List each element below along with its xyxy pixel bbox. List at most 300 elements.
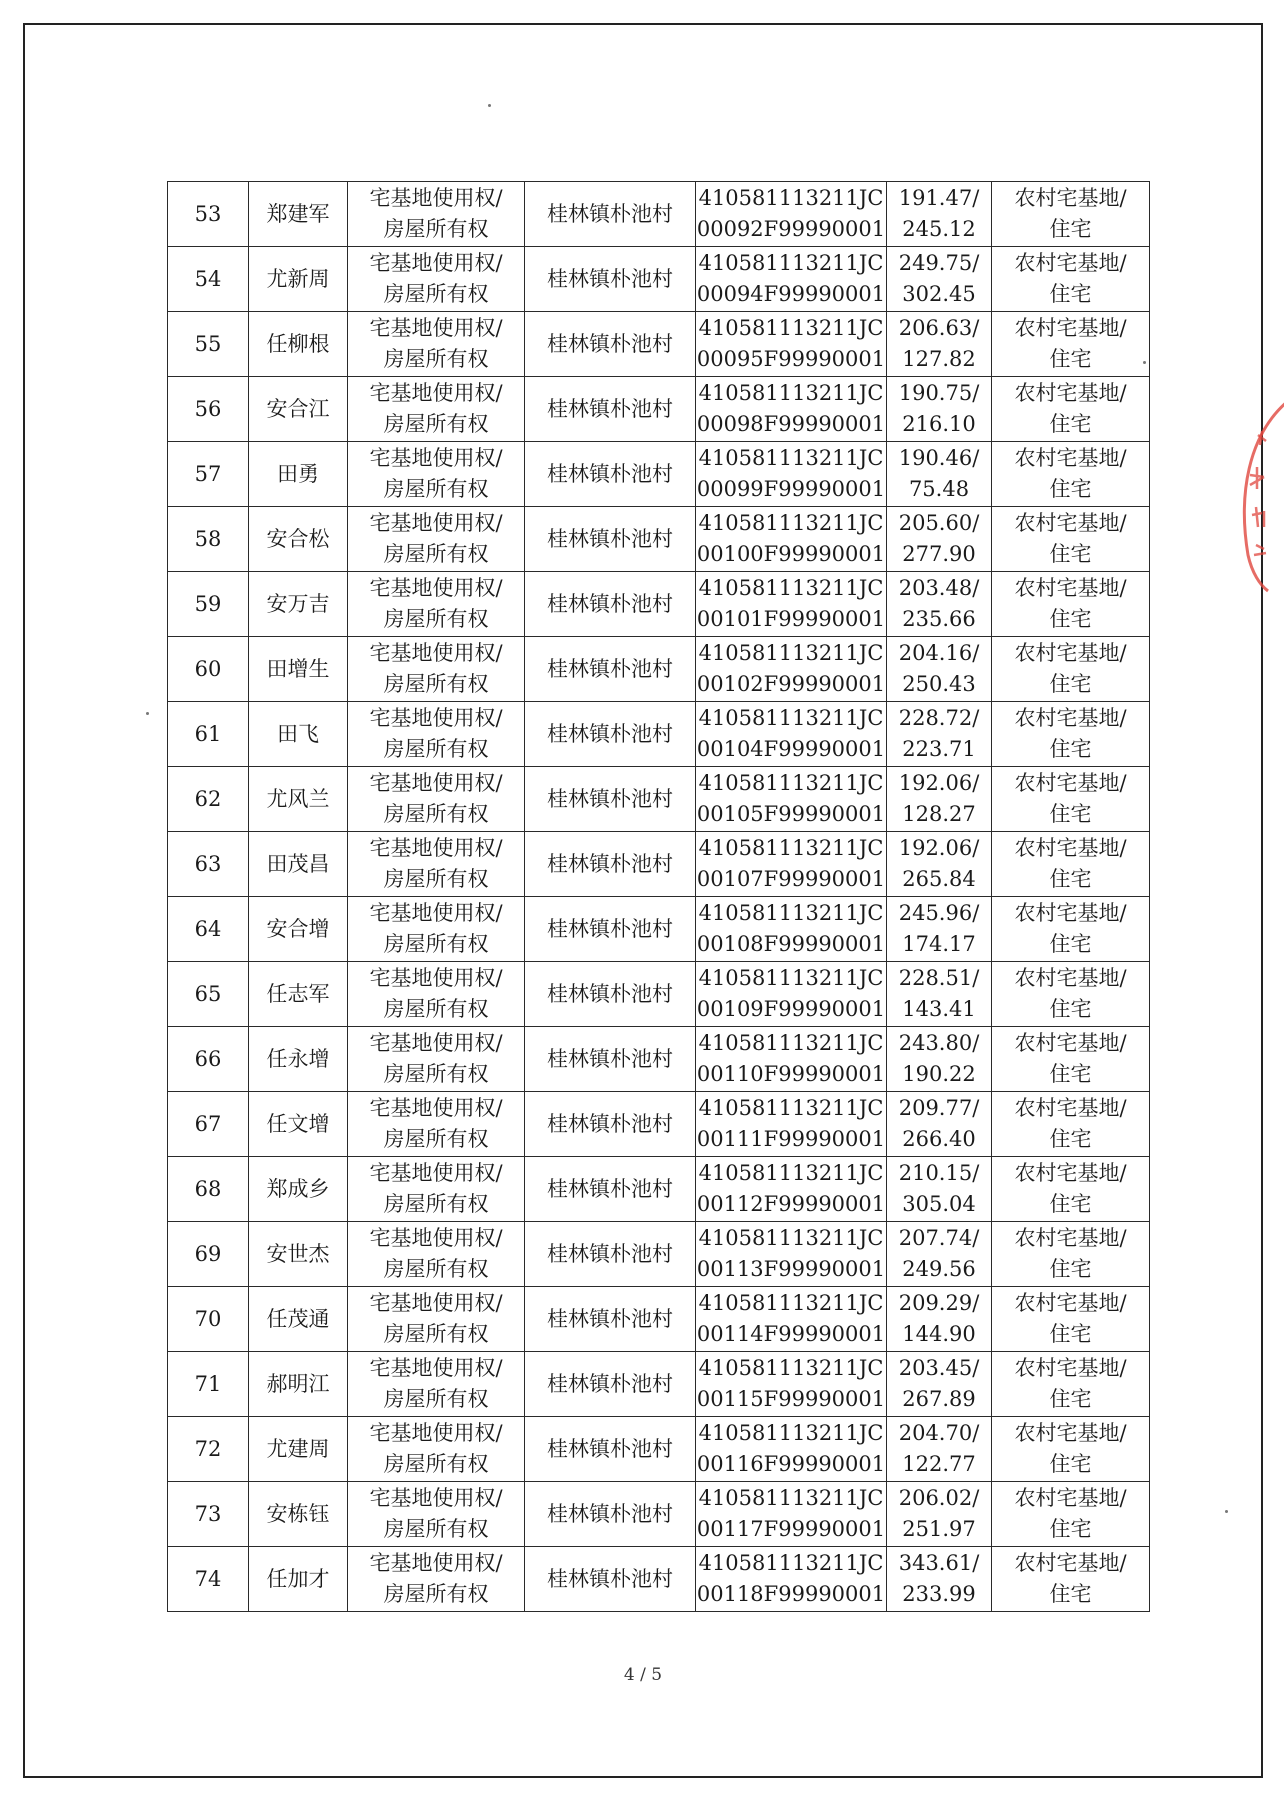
land-use-line1: 农村宅基地/: [1014, 186, 1127, 210]
land-use-line2: 住宅: [1049, 1387, 1092, 1411]
owner-name-cell: 安世杰: [249, 1222, 348, 1287]
land-use-cell: [992, 247, 1150, 312]
right-type-line1: 宅基地使用权/: [369, 381, 503, 405]
area-cell: [887, 1547, 992, 1612]
right-type-cell: [348, 247, 525, 312]
area-cell: [887, 1157, 992, 1222]
right-type-line1: 宅基地使用权/: [369, 1356, 503, 1380]
row-number-cell: 60: [168, 637, 249, 702]
land-use-line1: 农村宅基地/: [1014, 511, 1127, 535]
parcel-code-line2: 00116F99990001: [696, 1452, 886, 1476]
owner-name-cell: 田飞: [249, 702, 348, 767]
area-cell: [887, 247, 992, 312]
right-type-cell: [348, 507, 525, 572]
area-line2: 75.48: [908, 477, 970, 501]
right-type-line2: 房屋所有权: [383, 1517, 489, 1541]
land-use-cell: [992, 637, 1150, 702]
right-type-cell: [348, 962, 525, 1027]
land-use-line1: 农村宅基地/: [1014, 1161, 1127, 1185]
right-type-cell: [348, 1092, 525, 1157]
owner-name-cell: 任加才: [249, 1547, 348, 1612]
registration-table: [167, 181, 1150, 1612]
land-use-cell: [992, 702, 1150, 767]
right-type-line1: 宅基地使用权/: [369, 446, 503, 470]
row-number-cell: 55: [168, 312, 249, 377]
table-row: [168, 442, 1150, 507]
parcel-code-line2: 00114F99990001: [696, 1322, 886, 1346]
right-type-line1: 宅基地使用权/: [369, 1551, 503, 1575]
parcel-code-line1: 410581113211JC: [698, 966, 884, 990]
right-type-line1: 宅基地使用权/: [369, 1161, 503, 1185]
right-type-cell: [348, 1027, 525, 1092]
area-cell: [887, 767, 992, 832]
area-line1: 210.15/: [898, 1161, 980, 1185]
right-type-cell: [348, 377, 525, 442]
area-line1: 206.02/: [898, 1486, 980, 1510]
location-cell: 桂林镇朴池村: [525, 637, 696, 702]
land-use-line2: 住宅: [1049, 997, 1092, 1021]
land-use-line2: 住宅: [1049, 607, 1092, 631]
right-type-line2: 房屋所有权: [383, 1257, 489, 1281]
area-cell: [887, 1092, 992, 1157]
owner-name-cell: 安合江: [249, 377, 348, 442]
land-use-cell: [992, 182, 1150, 247]
area-cell: [887, 182, 992, 247]
row-number-cell: 56: [168, 377, 249, 442]
right-type-cell: [348, 1547, 525, 1612]
parcel-code-line2: 00104F99990001: [696, 737, 886, 761]
land-use-cell: [992, 767, 1150, 832]
parcel-code-line1: 410581113211JC: [698, 381, 884, 405]
right-type-cell: [348, 1222, 525, 1287]
parcel-code-line2: 00095F99990001: [696, 347, 886, 371]
scan-speck: [488, 104, 491, 107]
parcel-code-cell: [696, 377, 887, 442]
land-use-cell: [992, 1417, 1150, 1482]
parcel-code-line1: 410581113211JC: [698, 1226, 884, 1250]
right-type-cell: [348, 767, 525, 832]
parcel-code-cell: [696, 1222, 887, 1287]
owner-name-cell: 郝明江: [249, 1352, 348, 1417]
area-line1: 207.74/: [898, 1226, 980, 1250]
owner-name-cell: 安合增: [249, 897, 348, 962]
land-use-cell: [992, 897, 1150, 962]
right-type-cell: [348, 312, 525, 377]
right-type-line2: 房屋所有权: [383, 1062, 489, 1086]
land-use-line1: 农村宅基地/: [1014, 1226, 1127, 1250]
location-cell: 桂林镇朴池村: [525, 832, 696, 897]
area-cell: [887, 1222, 992, 1287]
parcel-code-line1: 410581113211JC: [698, 1421, 884, 1445]
right-type-line2: 房屋所有权: [383, 932, 489, 956]
land-use-line2: 住宅: [1049, 737, 1092, 761]
land-use-line2: 住宅: [1049, 1257, 1092, 1281]
land-use-line2: 住宅: [1049, 477, 1092, 501]
parcel-code-line2: 00110F99990001: [696, 1062, 886, 1086]
area-line1: 228.51/: [898, 966, 980, 990]
parcel-code-line2: 00099F99990001: [696, 477, 886, 501]
land-use-line1: 农村宅基地/: [1014, 1356, 1127, 1380]
table-row: [168, 702, 1150, 767]
right-type-line1: 宅基地使用权/: [369, 511, 503, 535]
area-line2: 267.89: [902, 1387, 976, 1411]
location-cell: 桂林镇朴池村: [525, 507, 696, 572]
parcel-code-cell: [696, 1482, 887, 1547]
right-type-line2: 房屋所有权: [383, 1387, 489, 1411]
right-type-cell: [348, 182, 525, 247]
right-type-line2: 房屋所有权: [383, 542, 489, 566]
right-type-line2: 房屋所有权: [383, 477, 489, 501]
land-use-line2: 住宅: [1049, 282, 1092, 306]
parcel-code-cell: [696, 1092, 887, 1157]
scan-speck: [146, 712, 149, 715]
parcel-code-line1: 410581113211JC: [698, 576, 884, 600]
land-use-line1: 农村宅基地/: [1014, 771, 1127, 795]
row-number-cell: 72: [168, 1417, 249, 1482]
area-line1: 228.72/: [898, 706, 980, 730]
owner-name-cell: 尤风兰: [249, 767, 348, 832]
parcel-code-line2: 00094F99990001: [696, 282, 886, 306]
parcel-code-line1: 410581113211JC: [698, 251, 884, 275]
parcel-code-line1: 410581113211JC: [698, 1291, 884, 1315]
table-row: [168, 247, 1150, 312]
right-type-line2: 房屋所有权: [383, 1192, 489, 1216]
parcel-code-line1: 410581113211JC: [698, 1356, 884, 1380]
table-row: [168, 962, 1150, 1027]
area-line1: 204.16/: [898, 641, 980, 665]
right-type-cell: [348, 1157, 525, 1222]
area-cell: [887, 1287, 992, 1352]
area-line2: 127.82: [902, 347, 976, 371]
owner-name-cell: 尤新周: [249, 247, 348, 312]
land-use-cell: [992, 1287, 1150, 1352]
parcel-code-cell: [696, 572, 887, 637]
land-use-line1: 农村宅基地/: [1014, 1551, 1127, 1575]
owner-name-cell: 郑成乡: [249, 1157, 348, 1222]
land-use-line2: 住宅: [1049, 1582, 1092, 1606]
right-type-line2: 房屋所有权: [383, 347, 489, 371]
table-row: [168, 637, 1150, 702]
land-use-line1: 农村宅基地/: [1014, 576, 1127, 600]
parcel-code-line2: 00111F99990001: [696, 1127, 886, 1151]
land-use-line2: 住宅: [1049, 932, 1092, 956]
parcel-code-line1: 410581113211JC: [698, 446, 884, 470]
official-seal: [1228, 395, 1284, 595]
area-line1: 190.46/: [898, 446, 980, 470]
table-row: [168, 572, 1150, 637]
parcel-code-line1: 410581113211JC: [698, 186, 884, 210]
area-line1: 190.75/: [898, 381, 980, 405]
right-type-line1: 宅基地使用权/: [369, 1291, 503, 1315]
parcel-code-cell: [696, 182, 887, 247]
area-line1: 249.75/: [898, 251, 980, 275]
right-type-line1: 宅基地使用权/: [369, 1421, 503, 1445]
table-row: [168, 1417, 1150, 1482]
area-line2: 216.10: [902, 412, 976, 436]
area-cell: [887, 962, 992, 1027]
land-use-cell: [992, 377, 1150, 442]
parcel-code-line2: 00118F99990001: [696, 1582, 886, 1606]
right-type-line1: 宅基地使用权/: [369, 1486, 503, 1510]
location-cell: 桂林镇朴池村: [525, 767, 696, 832]
parcel-code-cell: [696, 767, 887, 832]
right-type-cell: [348, 1352, 525, 1417]
right-type-line1: 宅基地使用权/: [369, 641, 503, 665]
row-number-cell: 63: [168, 832, 249, 897]
land-use-line1: 农村宅基地/: [1014, 251, 1127, 275]
parcel-code-cell: [696, 507, 887, 572]
parcel-code-cell: [696, 1157, 887, 1222]
land-use-line2: 住宅: [1049, 672, 1092, 696]
row-number-cell: 57: [168, 442, 249, 507]
row-number-cell: 62: [168, 767, 249, 832]
right-type-cell: [348, 897, 525, 962]
area-line2: 249.56: [902, 1257, 976, 1281]
land-use-line2: 住宅: [1049, 217, 1092, 241]
right-type-line1: 宅基地使用权/: [369, 836, 503, 860]
parcel-code-line2: 00109F99990001: [696, 997, 886, 1021]
row-number-cell: 58: [168, 507, 249, 572]
location-cell: 桂林镇朴池村: [525, 377, 696, 442]
land-use-line2: 住宅: [1049, 1127, 1092, 1151]
right-type-cell: [348, 702, 525, 767]
location-cell: 桂林镇朴池村: [525, 1157, 696, 1222]
area-cell: [887, 897, 992, 962]
land-use-line1: 农村宅基地/: [1014, 1421, 1127, 1445]
right-type-line2: 房屋所有权: [383, 1127, 489, 1151]
row-number-cell: 67: [168, 1092, 249, 1157]
owner-name-cell: 郑建军: [249, 182, 348, 247]
owner-name-cell: 田勇: [249, 442, 348, 507]
area-line2: 245.12: [902, 217, 976, 241]
location-cell: 桂林镇朴池村: [525, 1287, 696, 1352]
table-row: [168, 767, 1150, 832]
right-type-line1: 宅基地使用权/: [369, 186, 503, 210]
table-row: [168, 1157, 1150, 1222]
area-line1: 209.29/: [898, 1291, 980, 1315]
area-line2: 277.90: [902, 542, 976, 566]
owner-name-cell: 安栋钰: [249, 1482, 348, 1547]
parcel-code-line1: 410581113211JC: [698, 641, 884, 665]
land-use-cell: [992, 1352, 1150, 1417]
right-type-line2: 房屋所有权: [383, 1452, 489, 1476]
row-number-cell: 54: [168, 247, 249, 312]
owner-name-cell: 任茂通: [249, 1287, 348, 1352]
right-type-cell: [348, 1287, 525, 1352]
land-use-cell: [992, 1092, 1150, 1157]
parcel-code-line2: 00098F99990001: [696, 412, 886, 436]
parcel-code-line1: 410581113211JC: [698, 316, 884, 340]
table-row: [168, 312, 1150, 377]
parcel-code-cell: [696, 1287, 887, 1352]
right-type-cell: [348, 637, 525, 702]
right-type-line1: 宅基地使用权/: [369, 706, 503, 730]
area-line1: 209.77/: [898, 1096, 980, 1120]
land-use-line1: 农村宅基地/: [1014, 1291, 1127, 1315]
area-line2: 190.22: [902, 1062, 976, 1086]
area-line2: 174.17: [902, 932, 976, 956]
parcel-code-cell: [696, 637, 887, 702]
owner-name-cell: 任文增: [249, 1092, 348, 1157]
area-cell: [887, 832, 992, 897]
right-type-line2: 房屋所有权: [383, 217, 489, 241]
row-number-cell: 71: [168, 1352, 249, 1417]
right-type-line1: 宅基地使用权/: [369, 576, 503, 600]
table-row: [168, 1092, 1150, 1157]
area-line1: 205.60/: [898, 511, 980, 535]
area-line2: 122.77: [902, 1452, 976, 1476]
land-use-line1: 农村宅基地/: [1014, 1096, 1127, 1120]
location-cell: 桂林镇朴池村: [525, 572, 696, 637]
location-cell: 桂林镇朴池村: [525, 897, 696, 962]
area-line2: 251.97: [902, 1517, 976, 1541]
row-number-cell: 66: [168, 1027, 249, 1092]
location-cell: 桂林镇朴池村: [525, 1222, 696, 1287]
row-number-cell: 65: [168, 962, 249, 1027]
parcel-code-line2: 00112F99990001: [696, 1192, 886, 1216]
location-cell: 桂林镇朴池村: [525, 1352, 696, 1417]
parcel-code-line1: 410581113211JC: [698, 901, 884, 925]
right-type-line2: 房屋所有权: [383, 997, 489, 1021]
land-use-line2: 住宅: [1049, 542, 1092, 566]
location-cell: 桂林镇朴池村: [525, 962, 696, 1027]
parcel-code-line2: 00102F99990001: [696, 672, 886, 696]
area-cell: [887, 377, 992, 442]
land-use-line2: 住宅: [1049, 412, 1092, 436]
parcel-code-line2: 00115F99990001: [696, 1387, 886, 1411]
parcel-code-line1: 410581113211JC: [698, 1031, 884, 1055]
area-line1: 204.70/: [898, 1421, 980, 1445]
area-cell: [887, 1352, 992, 1417]
land-use-line1: 农村宅基地/: [1014, 706, 1127, 730]
parcel-code-line2: 00108F99990001: [696, 932, 886, 956]
location-cell: 桂林镇朴池村: [525, 1092, 696, 1157]
right-type-line2: 房屋所有权: [383, 412, 489, 436]
land-use-cell: [992, 442, 1150, 507]
area-line1: 343.61/: [898, 1551, 980, 1575]
right-type-line1: 宅基地使用权/: [369, 1031, 503, 1055]
area-line1: 203.48/: [898, 576, 980, 600]
parcel-code-cell: [696, 962, 887, 1027]
table-row: [168, 1287, 1150, 1352]
table-row: [168, 507, 1150, 572]
right-type-line1: 宅基地使用权/: [369, 316, 503, 340]
row-number-cell: 69: [168, 1222, 249, 1287]
right-type-cell: [348, 832, 525, 897]
right-type-cell: [348, 1417, 525, 1482]
area-line2: 233.99: [902, 1582, 976, 1606]
parcel-code-line2: 00113F99990001: [696, 1257, 886, 1281]
parcel-code-line1: 410581113211JC: [698, 706, 884, 730]
owner-name-cell: 田茂昌: [249, 832, 348, 897]
parcel-code-line2: 00105F99990001: [696, 802, 886, 826]
area-line2: 265.84: [902, 867, 976, 891]
right-type-line1: 宅基地使用权/: [369, 901, 503, 925]
right-type-cell: [348, 572, 525, 637]
location-cell: 桂林镇朴池村: [525, 182, 696, 247]
parcel-code-line2: 00092F99990001: [696, 217, 886, 241]
area-line1: 245.96/: [898, 901, 980, 925]
right-type-line2: 房屋所有权: [383, 607, 489, 631]
table-row: [168, 1222, 1150, 1287]
parcel-code-line2: 00107F99990001: [696, 867, 886, 891]
location-cell: 桂林镇朴池村: [525, 1417, 696, 1482]
area-line2: 223.71: [902, 737, 976, 761]
parcel-code-line2: 00101F99990001: [696, 607, 886, 631]
land-use-cell: [992, 312, 1150, 377]
page-number: 4 / 5: [623, 1665, 663, 1685]
land-use-cell: [992, 832, 1150, 897]
parcel-code-line1: 410581113211JC: [698, 1551, 884, 1575]
land-use-cell: [992, 1027, 1150, 1092]
area-cell: [887, 1027, 992, 1092]
parcel-code-cell: [696, 897, 887, 962]
area-cell: [887, 702, 992, 767]
land-use-cell: [992, 1547, 1150, 1612]
table-row: [168, 1547, 1150, 1612]
area-line2: 143.41: [902, 997, 976, 1021]
right-type-line2: 房屋所有权: [383, 867, 489, 891]
parcel-code-line1: 410581113211JC: [698, 1161, 884, 1185]
row-number-cell: 74: [168, 1547, 249, 1612]
area-line2: 305.04: [902, 1192, 976, 1216]
table-row: [168, 897, 1150, 962]
owner-name-cell: 任柳根: [249, 312, 348, 377]
row-number-cell: 59: [168, 572, 249, 637]
right-type-line1: 宅基地使用权/: [369, 966, 503, 990]
parcel-code-cell: [696, 1547, 887, 1612]
land-use-line2: 住宅: [1049, 867, 1092, 891]
location-cell: 桂林镇朴池村: [525, 247, 696, 312]
area-line1: 192.06/: [898, 836, 980, 860]
owner-name-cell: 任志军: [249, 962, 348, 1027]
area-line1: 191.47/: [898, 186, 980, 210]
right-type-cell: [348, 1482, 525, 1547]
parcel-code-line1: 410581113211JC: [698, 771, 884, 795]
parcel-code-line1: 410581113211JC: [698, 836, 884, 860]
parcel-code-cell: [696, 832, 887, 897]
land-use-line1: 农村宅基地/: [1014, 966, 1127, 990]
parcel-code-cell: [696, 702, 887, 767]
right-type-cell: [348, 442, 525, 507]
area-line2: 266.40: [902, 1127, 976, 1151]
right-type-line2: 房屋所有权: [383, 737, 489, 761]
table-row: [168, 182, 1150, 247]
land-use-line2: 住宅: [1049, 1517, 1092, 1541]
parcel-code-line1: 410581113211JC: [698, 1096, 884, 1120]
location-cell: 桂林镇朴池村: [525, 1027, 696, 1092]
land-use-line2: 住宅: [1049, 1322, 1092, 1346]
land-use-line1: 农村宅基地/: [1014, 641, 1127, 665]
location-cell: 桂林镇朴池村: [525, 442, 696, 507]
row-number-cell: 61: [168, 702, 249, 767]
land-use-line2: 住宅: [1049, 347, 1092, 371]
location-cell: 桂林镇朴池村: [525, 702, 696, 767]
parcel-code-line1: 410581113211JC: [698, 511, 884, 535]
right-type-line2: 房屋所有权: [383, 282, 489, 306]
location-cell: 桂林镇朴池村: [525, 1482, 696, 1547]
land-use-cell: [992, 507, 1150, 572]
parcel-code-cell: [696, 1027, 887, 1092]
parcel-code-line2: 00100F99990001: [696, 542, 886, 566]
right-type-line1: 宅基地使用权/: [369, 1226, 503, 1250]
area-cell: [887, 572, 992, 637]
row-number-cell: 53: [168, 182, 249, 247]
area-cell: [887, 637, 992, 702]
right-type-line2: 房屋所有权: [383, 1322, 489, 1346]
row-number-cell: 73: [168, 1482, 249, 1547]
table-row: [168, 1352, 1150, 1417]
